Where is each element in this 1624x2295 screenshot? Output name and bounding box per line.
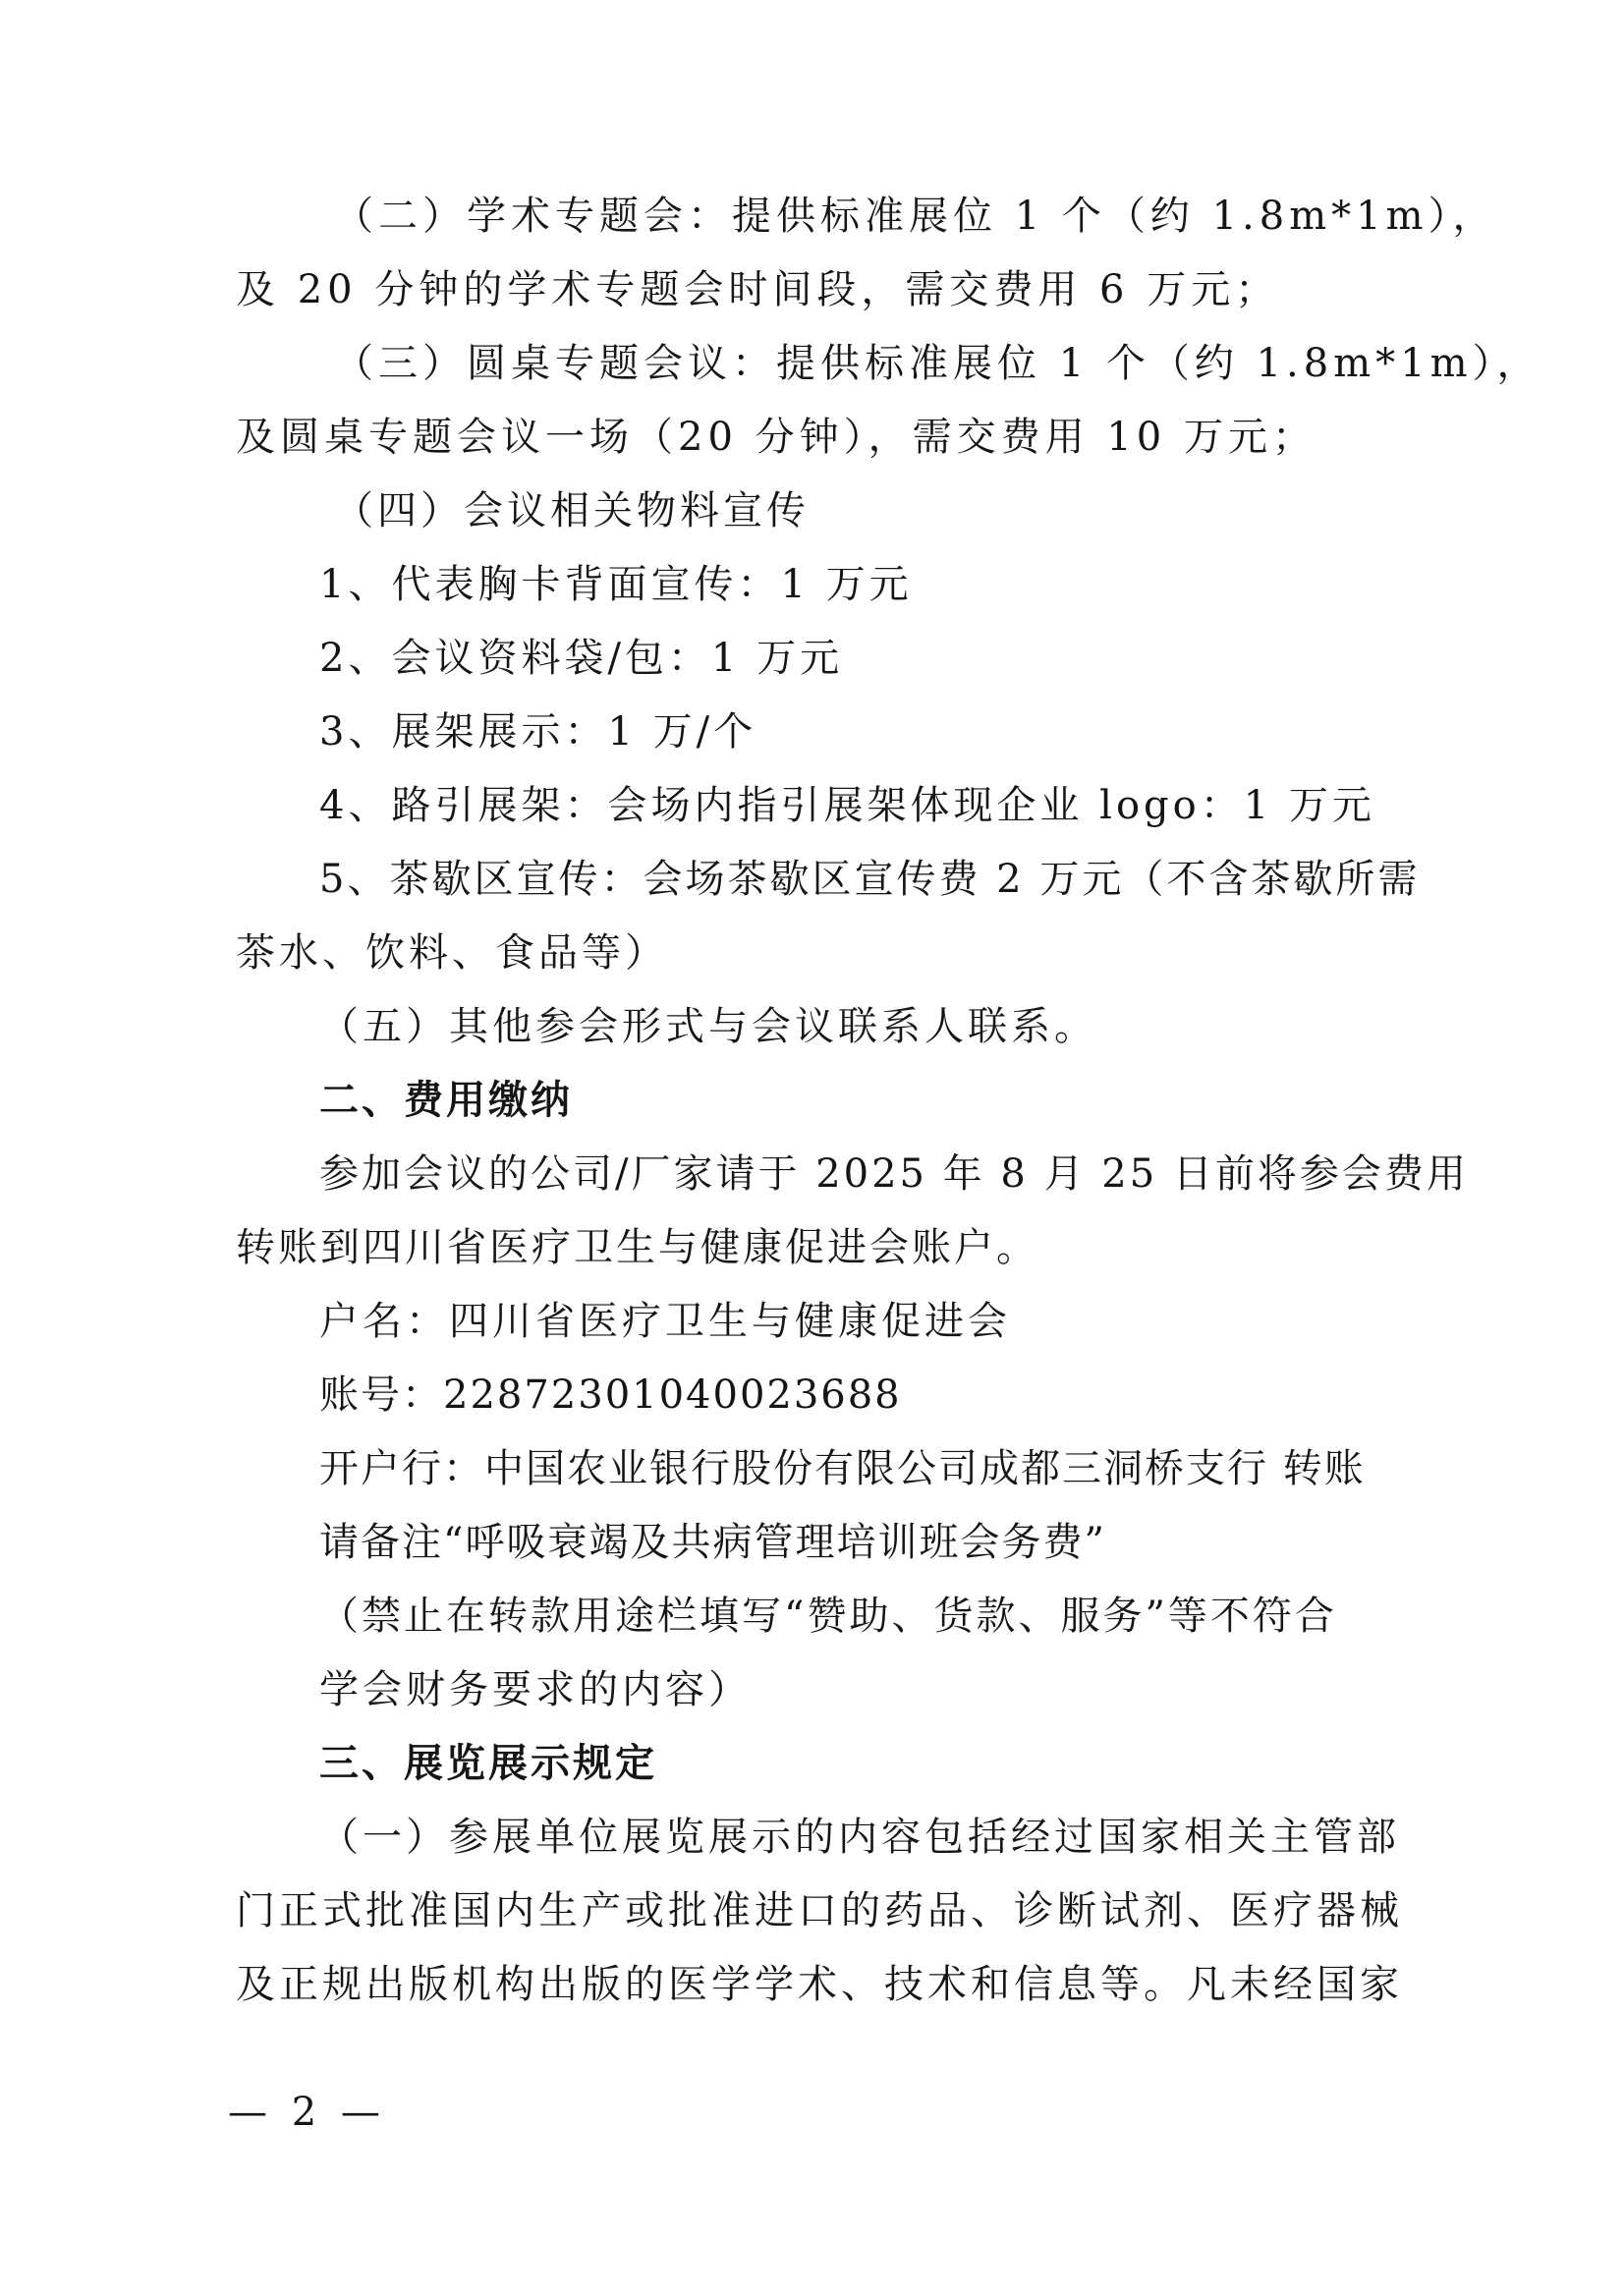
paragraph-line: 学会财务要求的内容）	[319, 1667, 752, 1712]
list-item: 1、代表胸卡背面宣传：1 万元	[319, 562, 913, 607]
section-heading-fees: 二、费用缴纳	[319, 1078, 573, 1123]
account-name-line: 户名：四川省医疗卫生与健康促进会	[319, 1299, 1011, 1344]
page-number: — 2 —	[228, 2090, 386, 2135]
paragraph-line: 参加会议的公司/厂家请于 2025 年 8 月 25 日前将参会费用	[319, 1151, 1469, 1197]
list-item: 4、路引展架：会场内指引展架体现企业 logo：1 万元	[319, 783, 1375, 828]
list-item-continuation: 茶水、饮料、食品等）	[236, 930, 668, 976]
paragraph-line: 及圆桌专题会议一场（20 分钟），需交费用 10 万元；	[236, 415, 1316, 460]
list-item: 3、展架展示：1 万/个	[319, 709, 757, 755]
list-item: 5、茶歇区宣传：会场茶歇区宣传费 2 万元（不含茶歇所需	[319, 857, 1421, 902]
section-heading-exhibition: 三、展览展示规定	[319, 1741, 657, 1786]
transfer-note-line: 请备注“呼吸衰竭及共病管理培训班会务费”	[319, 1520, 1106, 1565]
subheading-line: （四）会议相关物料宣传	[334, 488, 810, 533]
paragraph-line: 及 20 分钟的学术专题会时间段，需交费用 6 万元；	[236, 267, 1280, 312]
paragraph-line: （五）其他参会形式与会议联系人联系。	[319, 1004, 1097, 1049]
list-item: 2、会议资料袋/包：1 万元	[319, 636, 844, 681]
bank-line: 开户行：中国农业银行股份有限公司成都三洞桥支行 转账	[319, 1446, 1366, 1491]
paragraph-line: （三）圆桌专题会议：提供标准展位 1 个（约 1.8m*1m），	[334, 341, 1541, 386]
paragraph-line: 及正规出版机构出版的医学学术、技术和信息等。凡未经国家	[236, 1962, 1403, 2007]
paragraph-line: （二）学术专题会：提供标准展位 1 个（约 1.8m*1m），	[334, 194, 1497, 239]
paragraph-line: 门正式批准国内生产或批准进口的药品、诊断试剂、医疗器械	[236, 1888, 1403, 1933]
paragraph-line: （一）参展单位展览展示的内容包括经过国家相关主管部	[319, 1815, 1400, 1860]
account-number-line: 账号：22872301040023688	[319, 1372, 902, 1418]
paragraph-line: （禁止在转款用途栏填写“赞助、货款、服务”等不符合	[319, 1594, 1337, 1639]
paragraph-line: 转账到四川省医疗卫生与健康促进会账户。	[236, 1225, 1038, 1270]
